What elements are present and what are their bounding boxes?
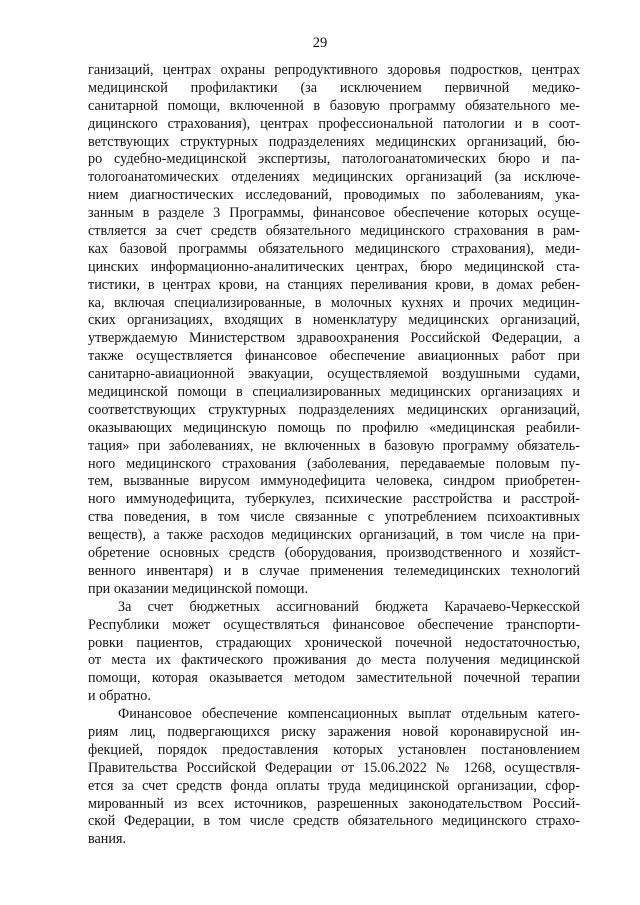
text-line: Правительства Российской Федерации от 15.06.2022 № 1268, осуществля- (88, 759, 580, 776)
text-line: оказывающих медицинскую помощь по профилю «медицинская реабили- (88, 419, 580, 436)
text-line: Республики может осуществляться финансовое обеспечение транспорти- (88, 616, 580, 633)
text-line: дицинского страхования), центрах профессиональной патологии и в соот- (88, 115, 580, 132)
text-line: За счет бюджетных ассигнований бюджета Карачаево-Черкесской (118, 598, 580, 615)
text-line: ного иммунодефицита, туберкулез, психические расстройства и расстрой- (88, 491, 580, 508)
text-line: фекцией, порядок предоставления которых установлен постановлением (88, 741, 580, 758)
text-line: медицинской профилактики (за исключением первичной медико- (88, 79, 580, 96)
text-line: соответствующих структурных подразделениях медицинских организаций, (88, 401, 580, 418)
text-line: риям лиц, подвергающихся риску заражения новой коронавирусной ин- (88, 723, 580, 740)
text-line: мированный из всех источников, разрешенных законодательством Россий- (88, 795, 580, 812)
text-line: ганизаций, центрах охраны репродуктивного здоровья подростков, центрах (88, 62, 580, 78)
text-line: от места их фактического проживания до места получения медицинской (88, 652, 580, 669)
text-line: утверждаемую Министерством здравоохранения Российской Федерации, а (88, 330, 580, 347)
text-line: тация» при заболеваниях, не включенных в базовую программу обязатель- (88, 437, 580, 454)
text-line: санитарно-авиационной эвакуации, осуществляемой воздушными судами, (88, 366, 580, 383)
text-line: также осуществляется финансовое обеспечение авиационных работ при (88, 348, 580, 365)
text-line: ках базовой программы обязательного медицинского страхования), меди- (88, 240, 580, 257)
text-line: венного инвентаря) и в случае применения телемедицинских технологий (88, 562, 580, 579)
text-line: веществ), а также расходов медицинских организаций, в том числе на при- (88, 527, 580, 544)
text-line: и обратно. (88, 688, 151, 705)
text-line: ствляется за счет средств обязательного медицинского страхования в рам- (88, 223, 580, 240)
text-line: медицинской помощи в специализированных медицинских организациях и (88, 384, 580, 401)
text-line: ства поведения, в том числе связанные с употреблением психоактивных (88, 509, 580, 526)
text-line: помощи, которая оказывается методом заместительной почечной терапии (88, 670, 580, 687)
text-line: нием диагностических исследований, проводимых по заболеваниям, ука- (88, 187, 580, 204)
text-line: ветствующих структурных подразделениях медицинских организаций, бю- (88, 133, 580, 150)
page-number: 29 (312, 35, 328, 51)
text-line: ро судебно-медицинской экспертизы, патологоанатомических бюро и па- (88, 151, 580, 168)
text-line: тем, вызванные вирусом иммунодефицита человека, синдром приобретен- (88, 473, 580, 490)
text-line: ется за счет средств фонда оплаты труда медицинской организации, сфор- (88, 777, 580, 794)
text-line: ской Федерации, в том числе средств обязательного медицинского страхо- (88, 813, 580, 830)
text-line: занным в разделе 3 Программы, финансовое обеспечение которых осуще- (88, 205, 580, 222)
text-line: тологоанатомических отделениях медицинских организаций (за исключе- (88, 169, 580, 186)
body-text (88, 62, 580, 849)
paragraph (88, 599, 580, 706)
text-line: Финансовое обеспечение компенсационных выплат отдельным катего- (118, 706, 580, 723)
text-line: ских организациях, входящих в номенклатуру медицинских организаций, (88, 312, 580, 329)
text-line: тистики, в центрах крови, на станциях переливания крови, в домах ребен- (88, 276, 580, 293)
text-line: ка, включая специализированные, в молочных кухнях и прочих медицин- (88, 294, 580, 311)
text-line: цинских информационно-аналитических центрах, бюро медицинской ста- (88, 258, 580, 275)
paragraph (88, 706, 580, 849)
paragraph (88, 62, 580, 599)
text-line: ного медицинского страхования (заболевания, передаваемые половым пу- (88, 455, 580, 472)
text-line: вания. (88, 831, 127, 848)
text-line: обретение основных средств (оборудования, производственного и хозяйст- (88, 545, 580, 562)
text-line: при оказании медицинской помощи. (88, 580, 309, 597)
text-line: санитарной помощи, включенной в базовую программу обязательного ме- (88, 97, 580, 114)
text-line: ровки пациентов, страдающих хронической почечной недостаточностью, (88, 634, 580, 651)
